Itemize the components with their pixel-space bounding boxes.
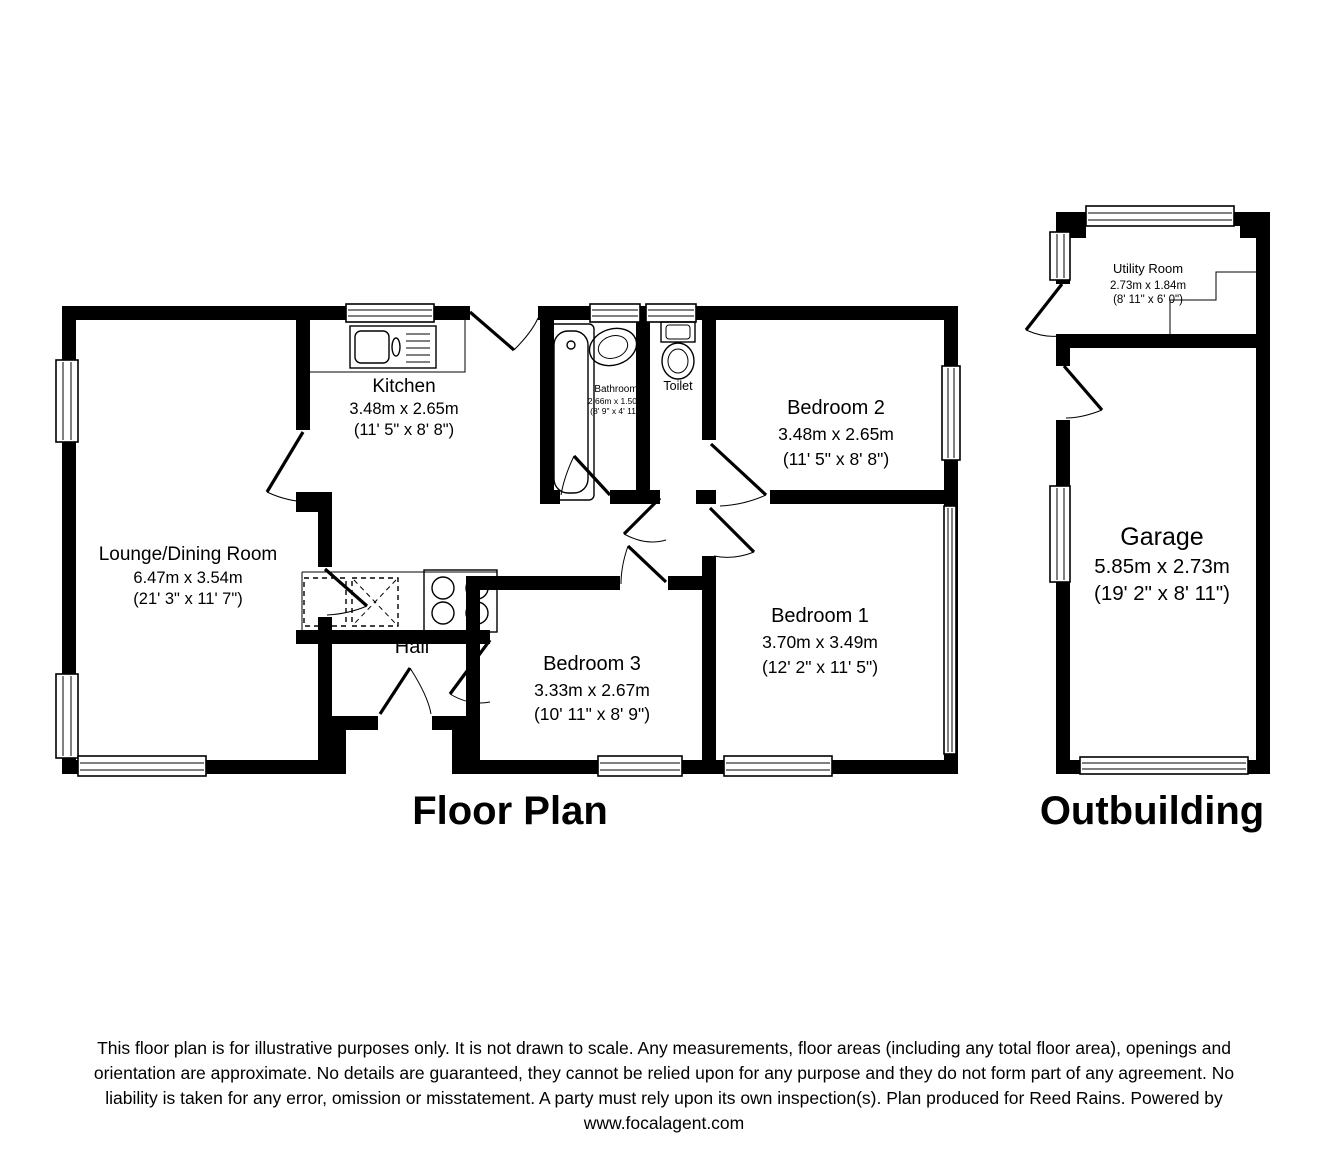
washbasin-icon [585,322,642,371]
bathtub-icon [548,324,594,500]
kitchen-counter [310,320,465,372]
room-bedroom1 [762,605,878,677]
room-label: Kitchen [372,376,436,397]
room-dimensions-metric: 5.85m x 2.73m [1094,555,1230,578]
disclaimer-line: orientation are approximate. No details are guaranteed, they cannot be relied upon for any purpose and they do not form part of any agreement. No [93,1063,1235,1083]
room-toilet [663,379,693,393]
room-dimensions-imperial: (21' 3" x 11' 7") [133,590,243,608]
door-arc [711,444,766,506]
wall-segment [702,320,716,440]
window [56,360,78,442]
wall-segment [1256,212,1270,774]
room-label: Bedroom 2 [787,397,885,419]
window [646,304,696,322]
door-arc [380,668,431,714]
wall-segment [610,490,650,504]
window [724,756,832,776]
disclaimer [0,1036,1328,1136]
appliance-space-icon [352,578,398,626]
window [590,304,640,322]
door-arc [624,498,666,542]
room-label: Bedroom 1 [771,605,869,627]
wall-segment [1056,420,1070,488]
room-dimensions-metric: 6.47m x 3.54m [133,569,243,587]
floor-plan-title: Floor Plan [412,789,608,833]
room-dimensions-metric: 3.48m x 2.65m [778,424,894,444]
wall-segment [452,716,466,774]
wall-segment [466,576,620,590]
room-label: Lounge/Dining Room [98,544,278,565]
room-dimensions-imperial: (19' 2" x 8' 11") [1094,582,1230,605]
door-arc [1026,284,1062,336]
toilet-pan-icon [661,322,695,379]
room-label: Utility Room [1112,261,1184,276]
wall-segment [466,760,958,774]
disclaimer-line: www.focalagent.com [583,1113,745,1133]
room-label: Bedroom 3 [543,653,641,675]
window [1080,757,1248,774]
wall-segment [540,320,554,504]
room-garage [1094,523,1230,605]
wall-segment [346,716,378,730]
room-utility [1110,261,1186,306]
outbuilding-title: Outbuilding [1039,789,1265,833]
door-arc [1064,366,1102,418]
door-arc [470,312,538,350]
room-lounge [99,544,278,608]
room-dimensions-metric: 2.66m x 1.50m [587,396,645,406]
room-bedroom2 [778,397,894,469]
wall-segment [318,512,332,567]
wall-segment [432,716,452,730]
window [598,756,682,776]
kitchen-sink-icon [350,326,436,368]
wall-segment [1056,580,1070,774]
room-label: Hall [394,636,430,658]
wall-segment [296,320,310,430]
room-dimensions-imperial: (11' 5" x 8' 8") [353,421,455,439]
room-dimensions-imperial: (10' 11" x 8' 9") [533,704,651,724]
wall-segment [1056,212,1070,234]
room-dimensions-metric: 3.48m x 2.65m [349,400,459,418]
room-dimensions-imperial: (11' 5" x 8' 8") [782,449,890,469]
room-dimensions-metric: 3.33m x 2.67m [534,680,650,700]
main-building-walls [62,306,958,774]
door-arc [621,546,666,584]
window [942,366,960,460]
window [1050,486,1070,582]
window [944,506,956,754]
wall-segment [1056,334,1270,348]
door-arc [267,432,316,502]
room-hall [395,636,429,658]
disclaimer-line: liability is taken for any error, omission or misstatement. A party must rely upon its own inspection(s). Plan produced for Reed Rains. Powered by [105,1088,1223,1108]
window [1050,232,1070,280]
room-bedroom3 [534,653,650,724]
wall-segment [540,490,560,504]
door-arc [561,456,610,495]
window [78,756,206,776]
room-dimensions-imperial: (8' 11" x 6' 0") [1113,294,1183,306]
room-dimensions-metric: 2.73m x 1.84m [1109,280,1187,292]
disclaimer-line: This floor plan is for illustrative purposes only. It is not drawn to scale. Any measurements, floor areas (including any total floor area), openings and [97,1038,1231,1058]
window [56,674,78,758]
window [346,304,434,322]
room-label: Bathroom [594,384,638,395]
wall-segment [696,490,716,504]
wall-segment [332,716,346,774]
room-dimensions-imperial: (12' 2" x 11' 5") [761,657,879,677]
door-arc [710,508,754,557]
window [1086,206,1234,226]
room-dimensions-metric: 3.70m x 3.49m [762,632,878,652]
room-label: Toilet [663,379,693,393]
room-label: Garage [1120,523,1204,551]
room-dimensions-imperial: (8' 9" x 4' 11") [590,406,642,416]
wall-segment [668,576,716,590]
wall-segment [770,490,944,504]
room-bathroom [588,384,644,416]
room-kitchen [349,376,458,439]
